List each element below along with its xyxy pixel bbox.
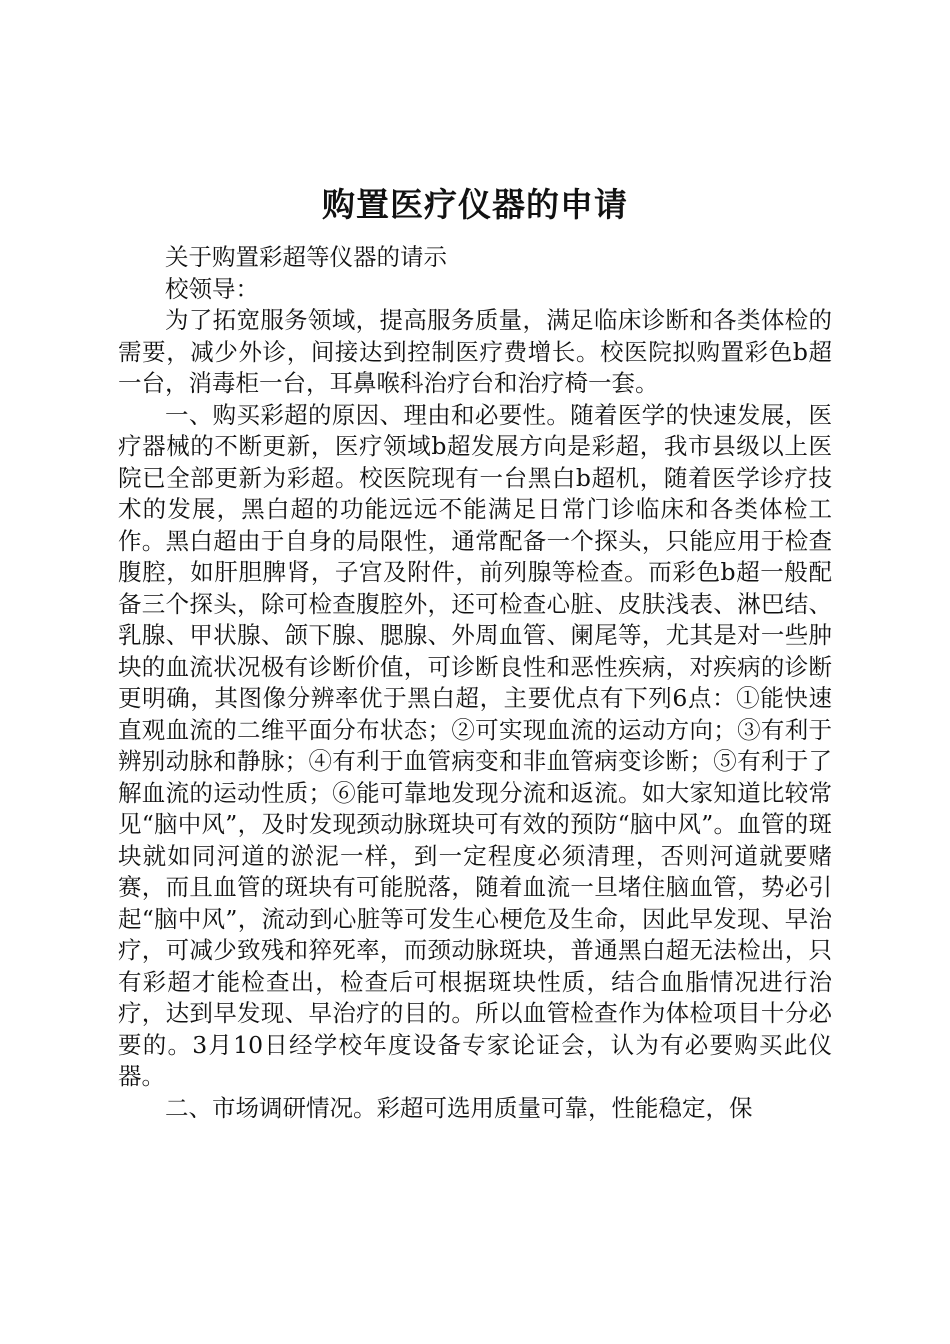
paragraph-intro: 为了拓宽服务领域，提高服务质量，满足临床诊断和各类体检的需要，减少外诊，间接达到控制医疗费增长。校医院拟购置彩色b超一台，消毒柜一台，耳鼻喉科治疗台和治疗椅一套。 xyxy=(118,306,832,397)
document-title: 购置医疗仪器的申请 xyxy=(322,185,628,224)
document-page xyxy=(118,182,832,1124)
salutation: 校领导： xyxy=(165,274,259,303)
document-subtitle: 关于购置彩超等仪器的请示 xyxy=(165,243,447,271)
paragraph-section-2: 二、市场调研情况。彩超可选用质量可靠，性能稳定，保 xyxy=(165,1093,753,1122)
paragraph-section-1: 一、购买彩超的原因、理由和必要性。随着医学的快速发展，医疗器械的不断更新，医疗领域b超发展方向是彩超，我市县级以上医院已全部更新为彩超。校医院现有一台黑白b超机，随着医学诊疗技术的发展，黑白超的功能远远不能满足日常门诊临床和各类体检工作。黑白超由于自身的局限性，通常配备一个探头，只能应用于检查腹腔，如肝胆脾肾，子宫及附件，前列腺等检查。而彩色b超一般配备三个探头，除可检查腹腔外，还可检查心脏、皮肤浅表、淋巴结、乳腺、甲状腺、颌下腺、腮腺、外周血管、阑尾等，尤其是对一些肿块的血流状况极有诊断价值，可诊断良性和恶性疾病，对疾病的诊断更明确，其图像分辨率优于黑白超，主要优点有下列6点：①能快速直观血流的二维平面分布状态；②可实现血流的运动方向；③有利于辨别动脉和静脉；④有利于血管病变和非血管病变诊断；⑤有利于了解血流的运动性质；⑥能可靠地发现分流和返流。如大家知道比较常见“脑中风”，及时发现颈动脉斑块可有效的预防“脑中风”。血管的斑块就如同河道的淤泥一样，到一定程度必须清理，否则河道就要赌赛，而且血管的斑块有可能脱落，随着血流一旦堵住脑血管，势必引起“脑中风”，流动到心脏等可发生心梗危及生命，因此早发现、早治疗，可减少致残和猝死率，而颈动脉斑块，普通黑白超无法检出，只有彩超才能检查出，检查后可根据斑块性质，结合血脂情况进行治疗，达到早发现、早治疗的目的。所以血管检查作为体检项目十分必要的。3月10日经学校年度设备专家论证会，认为有必要购买此仪器。 xyxy=(118,400,832,1090)
